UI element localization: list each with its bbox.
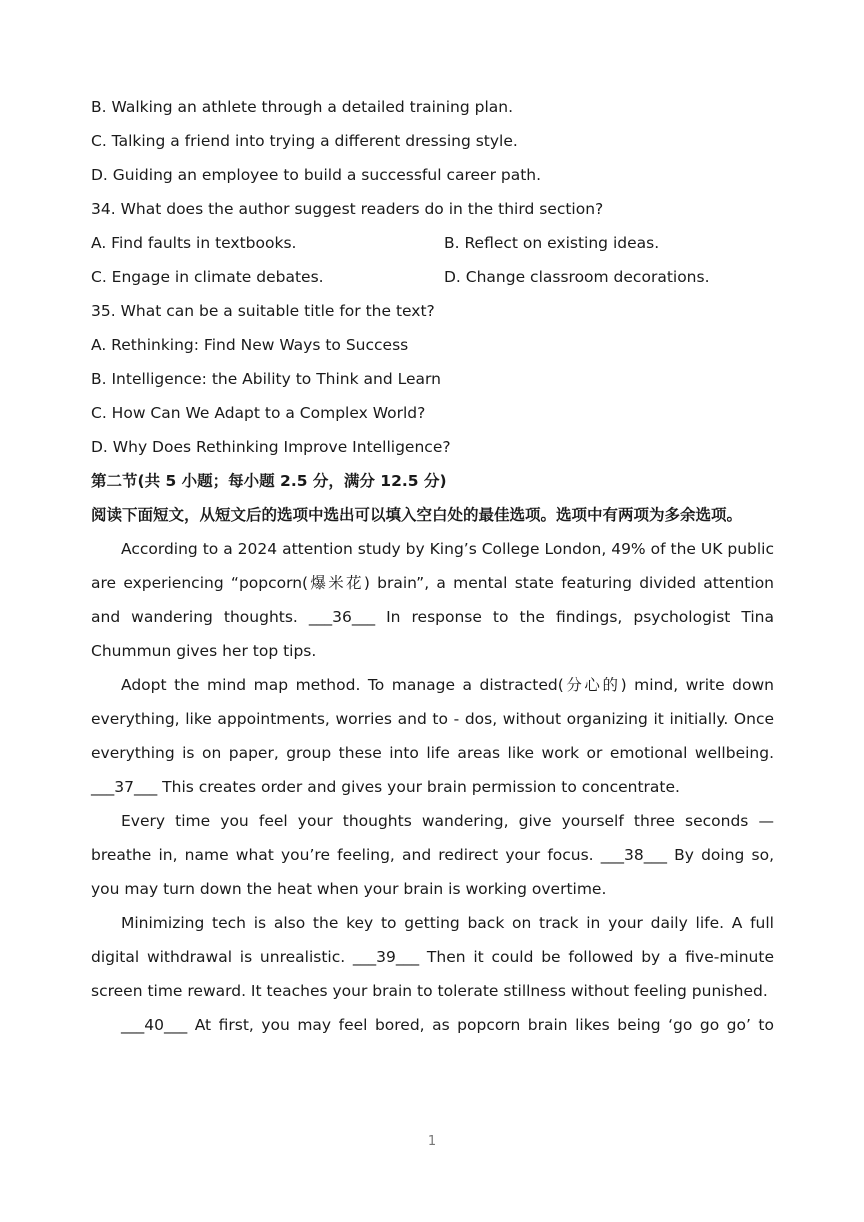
q34-option-a: A. Find faults in textbooks. [91,234,297,252]
q34-option-b: B. Reflect on existing ideas. [444,234,660,252]
page-number: 1 [427,1134,437,1149]
passage-paragraph-1: According to a 2024 attention study by King’s College London, 49% of the UK public are experiencing “popcorn(爆米花) brain”, a mental state featuring divided attention and wandering thoughts. ___36___ In response to the findings, psychologist Tina Chummun gives her top tips. [91,540,774,660]
q35-stem: 35. What can be a suitable title for the text? [91,302,435,320]
q35-option-a: A. Rethinking: Find New Ways to Success [91,336,409,354]
q33-option-b: B. Walking an athlete through a detailed training plan. [91,98,514,116]
passage-paragraph-5: ___40___ At first, you may feel bored, as popcorn brain likes being ‘go go go’ to [121,1016,774,1034]
q35-option-b: B. Intelligence: the Ability to Think and Learn [91,370,441,388]
q34-stem: 34. What does the author suggest readers do in the third section? [91,200,604,218]
section-heading: 第二节(共 5 小题；每小题 2.5 分，满分 12.5 分) [91,472,447,490]
q34-option-d: D. Change classroom decorations. [444,268,710,286]
q34-options-row-2 [91,260,774,294]
q33-option-c: C. Talking a friend into trying a different dressing style. [91,132,518,150]
q35-option-d: D. Why Does Rethinking Improve Intelligence? [91,438,451,456]
section-instruction: 阅读下面短文，从短文后的选项中选出可以填入空白处的最佳选项。选项中有两项为多余选项。 [91,506,743,524]
passage-paragraph-4: Minimizing tech is also the key to getting back on track in your daily life. A full digital withdrawal is unrealistic. ___39___ Then it could be followed by a five-minute screen time reward. It teaches your brain to tolerate stillness without feeling punished. [91,914,774,1000]
q33-option-d: D. Guiding an employee to build a successful career path. [91,166,542,184]
document-page [91,90,774,1042]
q34-option-c: C. Engage in climate debates. [91,268,324,286]
q35-option-c: C. How Can We Adapt to a Complex World? [91,404,426,422]
passage-paragraph-2: Adopt the mind map method. To manage a distracted(分心的) mind, write down everything, like appointments, worries and to - dos, without organizing it initially. Once everything is on paper, group these into life areas like work or emotional wellbeing. ___37___ This creates order and gives your brain permission to concentrate. [91,676,774,796]
q34-options-row-1 [91,226,774,260]
passage-paragraph-3: Every time you feel your thoughts wandering, give yourself three seconds — breathe in, name what you’re feeling, and redirect your focus. ___38___ By doing so, you may turn down the heat when your brain is working overtime. [91,812,774,898]
